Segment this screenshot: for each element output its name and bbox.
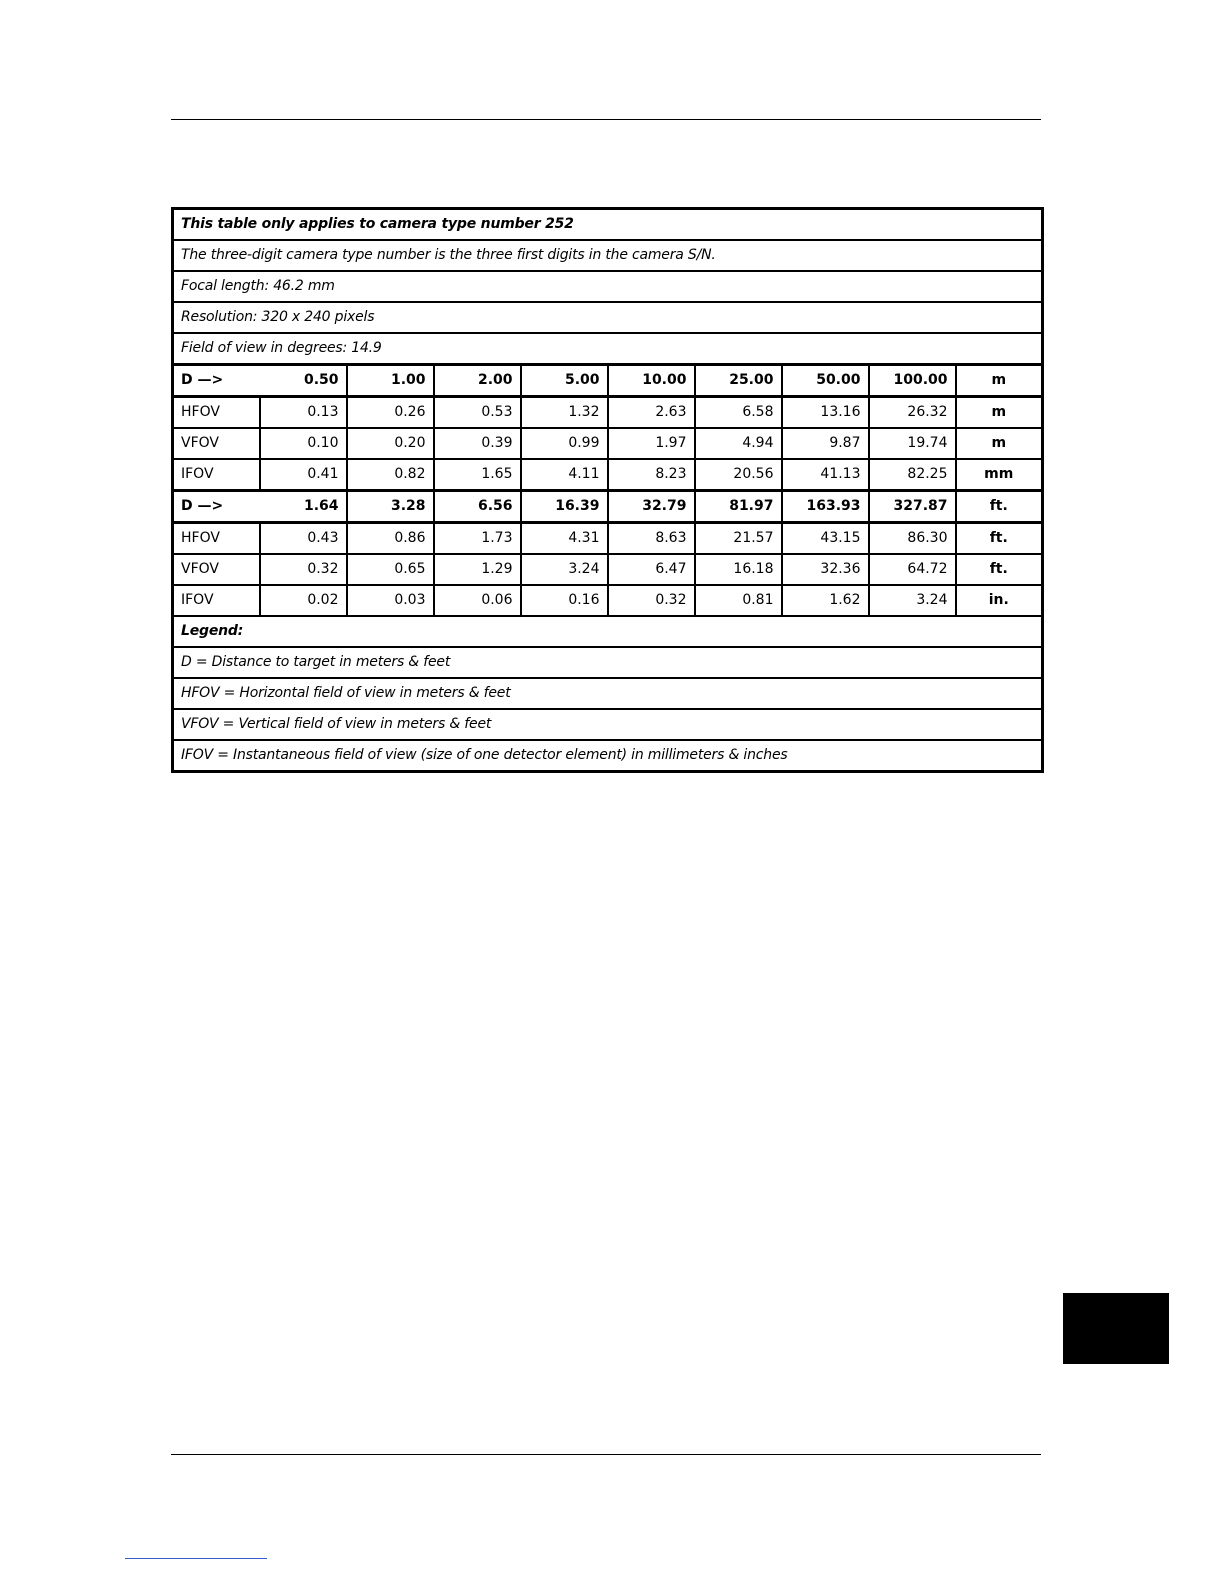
distance-value: 5.00 [521,365,608,397]
distance-value: 32.79 [608,491,695,523]
value-cell: 0.99 [521,428,608,459]
legend-title: Legend: [173,616,1043,647]
distance-row [173,491,1043,523]
legend-item: HFOV = Horizontal field of view in meters & feet [173,678,1043,709]
value-cell: 20.56 [695,459,782,491]
value-cell: 0.43 [260,523,347,555]
value-cell: 13.16 [782,397,869,429]
info-text: Focal length: 46.2 mm [173,271,1043,302]
value-cell: 0.65 [347,554,434,585]
value-cell: 1.29 [434,554,521,585]
info-row [173,271,1043,302]
value-cell: 0.39 [434,428,521,459]
value-cell: 19.74 [869,428,956,459]
legend-item: IFOV = Instantaneous field of view (size of one detector element) in millimeters & inches [173,740,1043,772]
row-label: HFOV [173,397,260,429]
chapter-tab-marker [1063,1293,1169,1364]
row-label: IFOV [173,459,260,491]
table-row [173,554,1043,585]
value-cell: 0.41 [260,459,347,491]
legend-row [173,647,1043,678]
value-cell: 0.53 [434,397,521,429]
value-cell: 8.23 [608,459,695,491]
unit-cell: in. [956,585,1043,616]
value-cell: 6.47 [608,554,695,585]
value-cell: 9.87 [782,428,869,459]
value-cell: 0.10 [260,428,347,459]
value-cell: 32.36 [782,554,869,585]
value-cell: 0.32 [260,554,347,585]
distance-value: 327.87 [869,491,956,523]
value-cell: 1.97 [608,428,695,459]
value-cell: 0.86 [347,523,434,555]
distance-value: 6.56 [434,491,521,523]
unit-cell: ft. [956,554,1043,585]
info-text: The three-digit camera type number is the three first digits in the camera S/N. [173,240,1043,271]
unit-cell: mm [956,459,1043,491]
value-cell: 1.73 [434,523,521,555]
row-label: HFOV [173,523,260,555]
row-label: IFOV [173,585,260,616]
legend-item: D = Distance to target in meters & feet [173,647,1043,678]
value-cell: 3.24 [869,585,956,616]
legend-row [173,740,1043,772]
value-cell: 0.02 [260,585,347,616]
distance-value: 2.00 [434,365,521,397]
unit-cell: m [956,428,1043,459]
value-cell: 86.30 [869,523,956,555]
distance-label: D —> [173,365,260,397]
table-row [173,428,1043,459]
legend-row [173,678,1043,709]
distance-value: 50.00 [782,365,869,397]
distance-value: 0.50 [260,365,347,397]
table-row [173,397,1043,429]
value-cell: 16.18 [695,554,782,585]
value-cell: 1.62 [782,585,869,616]
value-cell: 0.06 [434,585,521,616]
value-cell: 26.32 [869,397,956,429]
legend-item: VFOV = Vertical field of view in meters & feet [173,709,1043,740]
field-of-view-table [171,207,1044,773]
footer-link-underline[interactable] [125,1558,267,1559]
info-row [173,209,1043,241]
table-title: This table only applies to camera type number 252 [173,209,1043,241]
value-cell: 64.72 [869,554,956,585]
legend-row [173,616,1043,647]
info-row [173,302,1043,333]
value-cell: 82.25 [869,459,956,491]
value-cell: 3.24 [521,554,608,585]
value-cell: 43.15 [782,523,869,555]
value-cell: 4.11 [521,459,608,491]
info-row [173,333,1043,365]
distance-value: 1.64 [260,491,347,523]
value-cell: 0.16 [521,585,608,616]
unit-cell: ft. [956,491,1043,523]
distance-value: 163.93 [782,491,869,523]
footer-rule [171,1454,1041,1455]
value-cell: 0.26 [347,397,434,429]
value-cell: 0.32 [608,585,695,616]
distance-value: 25.00 [695,365,782,397]
value-cell: 0.03 [347,585,434,616]
distance-value: 16.39 [521,491,608,523]
row-label: VFOV [173,428,260,459]
info-text: Resolution: 320 x 240 pixels [173,302,1043,333]
table-row [173,585,1043,616]
table-row [173,523,1043,555]
distance-value: 3.28 [347,491,434,523]
value-cell: 8.63 [608,523,695,555]
value-cell: 4.31 [521,523,608,555]
unit-cell: ft. [956,523,1043,555]
row-label: VFOV [173,554,260,585]
value-cell: 1.32 [521,397,608,429]
value-cell: 4.94 [695,428,782,459]
value-cell: 0.82 [347,459,434,491]
info-row [173,240,1043,271]
table-row [173,459,1043,491]
legend-row [173,709,1043,740]
header-rule [171,119,1041,120]
unit-cell: m [956,397,1043,429]
distance-value: 100.00 [869,365,956,397]
value-cell: 0.13 [260,397,347,429]
value-cell: 21.57 [695,523,782,555]
distance-row [173,365,1043,397]
info-text: Field of view in degrees: 14.9 [173,333,1043,365]
value-cell: 0.20 [347,428,434,459]
value-cell: 41.13 [782,459,869,491]
value-cell: 2.63 [608,397,695,429]
distance-value: 10.00 [608,365,695,397]
distance-value: 1.00 [347,365,434,397]
value-cell: 1.65 [434,459,521,491]
distance-label: D —> [173,491,260,523]
value-cell: 6.58 [695,397,782,429]
unit-cell: m [956,365,1043,397]
value-cell: 0.81 [695,585,782,616]
distance-value: 81.97 [695,491,782,523]
